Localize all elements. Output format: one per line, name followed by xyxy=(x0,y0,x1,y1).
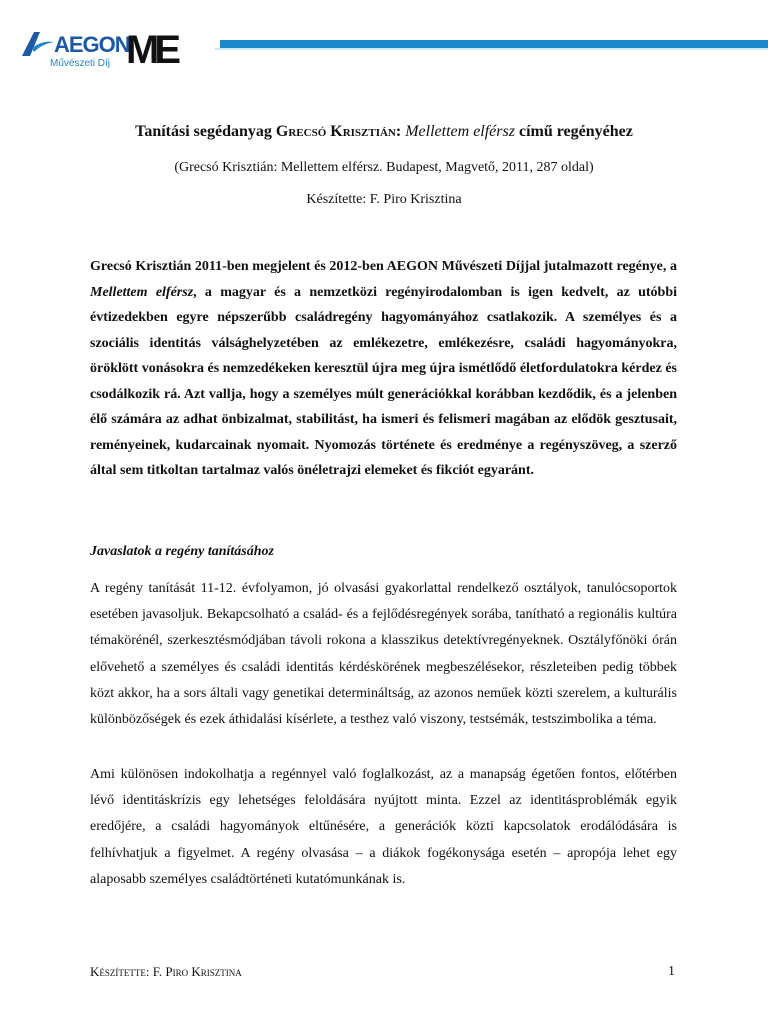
aegon-logo-subtitle: Művészeti Díj xyxy=(50,58,111,69)
document-title xyxy=(0,123,768,141)
me-logo: ME xyxy=(126,28,176,72)
aegon-logo xyxy=(20,30,130,72)
title-prefix: Tanítási segédanyag xyxy=(135,123,276,140)
title-work: Mellettem elférsz xyxy=(405,123,515,140)
aegon-swoosh-icon xyxy=(20,30,54,58)
intro-part1: Grecsó Krisztián 2011-ben megjelent és 2012-ben AEGON Művészeti Díjjal jutalmazott regénye, a xyxy=(90,259,677,274)
prepared-by: Készítette: F. Piro Krisztina xyxy=(306,192,462,207)
title-colon: : xyxy=(395,123,406,140)
bibliographic-reference: (Grecsó Krisztián: Mellettem elférsz. Budapest, Magvető, 2011, 287 oldal) xyxy=(174,160,594,175)
aegon-logo-text: AEGON xyxy=(54,32,130,57)
page-number: 1 xyxy=(668,964,675,979)
title-author: Grecsó Krisztián xyxy=(275,123,396,140)
intro-part2: , a magyar és a nemzetközi regényirodalomban is igen kedvelt, az utóbbi évtizedekben egyre népszerűbb családregény hagyományához csatlakozik. A személyes és a szociális identitás válsághelyzetében az emlékezetre, emlékezésre, családi hagyományokra, öröklött vonásokra és nemzedékeken keresztül újra meg újra ismétlődő életfordulatokra kérdez és csodálkozik rá. Azt vallja, hogy a személyes múlt generációkkal korábban kezdődik, és a jelenben élő számára az adhat önbizalmat, stabilitást, ha ismeri és felismeri magában az elődök gesztusait, reményeinek, kudarcainak nyomait. Nyomozás története és eredménye a regényszöveg, a szerző által sem titkoltan tartalmaz valós önéletrajzi elemeket és fikciót egyaránt. xyxy=(90,284,678,478)
header-accent-bar xyxy=(220,40,768,48)
header-accent-line xyxy=(215,48,768,50)
title-suffix: című regényéhez xyxy=(514,123,633,140)
section-heading: Javaslatok a regény tanításához xyxy=(90,544,274,559)
intro-paragraph xyxy=(90,254,677,484)
body-paragraph-1: A regény tanítását 11-12. évfolyamon, jó olvasási gyakorlattal rendelkező osztályok, tanulócsoportok esetében javasoljuk. Bekapcsolható a család- és a fejlődésregények sorába, tanítható a regionális kultúra témakörénél, szerkesztésmódjában távoli rokona a klasszikus detektívregényeknek. Osztályfőnöki órán elővehető a személyes és családi identitás kérdéskörének megbeszélésekor, részleteiben pedig többek közt akkor, ha a sors általi vagy genetikai determináltság, az azonos neműek közti szerelem, a kulturális különbözőségek és ezek áthidalási kísérlete, a testhez való viszony, testsémák, testszimbolika a téma. xyxy=(90,581,677,728)
intro-work-title: Mellettem elférsz xyxy=(90,284,194,300)
body-paragraph-2: Ami különösen indokolhatja a regénnyel való foglalkozást, az a manapság égetően fontos, előtérben lévő identitáskrízis egy lehetséges feloldására nyújtott minta. Ezzel az identitásproblémák egyik eredőjére, a családi hagyományok eltűnésére, a generációk közti kapcsolatok erodálódására is felhívhatjuk a figyelmet. A regény olvasása – a diákok fogékonysága esetén – apropója lehet egy alaposabb személyes családtörténeti kutatómunkának is. xyxy=(90,767,677,887)
footer-author: Készítette: F. Piro Krisztina xyxy=(90,964,242,979)
